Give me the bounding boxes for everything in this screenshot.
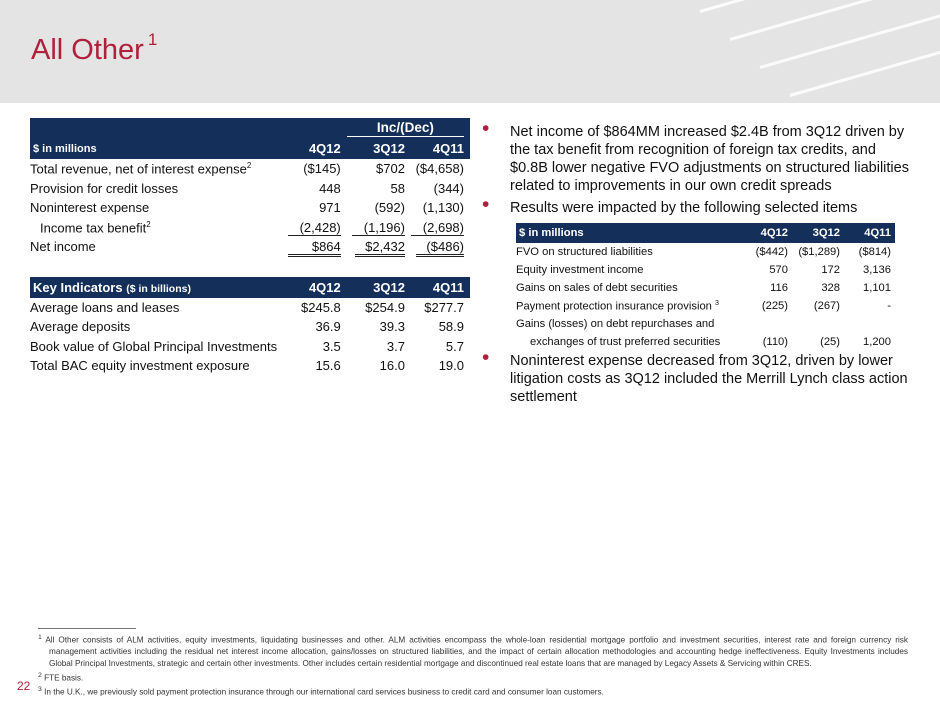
table-row: FVO on structured liabilities ($442) ($1,289) ($814) [516, 246, 891, 258]
bullet-selected-items: • Results were impacted by the following selected items [482, 193, 858, 216]
table-row: Noninterest expense 971 (592) (1,130) [30, 200, 464, 216]
footnote-2: $^2$ FTE basis. [38, 671, 84, 683]
table-row: Gains (losses) on debt repurchases and [516, 318, 715, 330]
col-header: 4Q12 [277, 138, 341, 159]
bullet-noninterest-expense: • Noninterest expense decreased from 3Q12, driven by lower litigation costs as 3Q12 included the Merrill Lynch class action settlement [482, 346, 908, 405]
page-title: All Other $^1$ [31, 30, 158, 66]
table-row: Book value of Global Principal Investments 3.5 3.7 5.7 [30, 338, 464, 354]
table-row: Equity investment income 570 172 3,136 [516, 264, 891, 276]
table-row: Income tax benefit$^2$ (2,428) (1,196) (2,698) [40, 219, 464, 235]
col-header: 4Q12 [736, 223, 788, 243]
col-header: 4Q11 [405, 277, 470, 298]
table-row: Total revenue, net of interest expense$^2$ ($145) $702 ($4,658) [30, 161, 464, 177]
financial-table [30, 118, 470, 376]
table-row: Provision for credit losses 448 58 (344) [30, 180, 464, 196]
footnotes [38, 632, 908, 698]
col-header: 3Q12 [341, 138, 405, 159]
page-number: 22 [17, 679, 31, 693]
units-label: $ in millions [516, 223, 736, 243]
units-label: $ in millions [30, 138, 277, 159]
table-row: Payment protection insurance provision $^3$ (225) (267) - [516, 299, 891, 313]
key-indicators-label: Key Indicators ($ in billions) [30, 277, 277, 298]
footnote-3: $^3$ In the U.K., we previously sold payment protection insurance through our international card services business to credit card and consumer loan customers. [38, 685, 604, 697]
col-header: 4Q11 [405, 138, 470, 159]
inc-dec-header: Inc/(Dec) [347, 120, 464, 137]
bullet-net-income: • Net income of $864MM increased $2.4B from 3Q12 driven by the tax benefit from recognition of foreign tax credits, and $0.8B lower negative FVO adjustments on structured liabilities related to improvements in our own credit spreads [482, 117, 909, 194]
table-row: Average loans and leases $245.8 $254.9 $277.7 [30, 299, 464, 315]
table-row: Average deposits 36.9 39.3 58.9 [30, 319, 464, 335]
col-header: 3Q12 [788, 223, 840, 243]
col-header: 4Q11 [840, 223, 895, 243]
table-row: exchanges of trust preferred securities (110) (25) 1,200 [530, 336, 891, 348]
table-row: Total BAC equity investment exposure 15.6 16.0 19.0 [30, 358, 464, 374]
bullet-dot-icon: • [482, 193, 490, 216]
bullet-dot-icon: • [482, 346, 490, 369]
selected-items-table [516, 223, 895, 351]
bullet-dot-icon: • [482, 117, 490, 140]
footnote-divider [38, 628, 136, 629]
table-row: Net income $864 $2,432 ($486) [30, 237, 470, 257]
col-header: 3Q12 [341, 277, 405, 298]
col-header: 4Q12 [277, 277, 341, 298]
footnote-1: $^1$ All Other consists of ALM activities, equity investments, liquidating businesses and other. ALM activities encompass the whole-loan residential mortgage portfolio and investment securities, interest rate and foreign currency risk management activities including the residual net interest income allocation, gains/losses on structured liabilities, and the impact of certain allocation methodologies and accounting hedge ineffectiveness. Equity Investments includes Global Principal Investments, strategic and certain other investments. Other includes certain residential mortgage and discontinued real estate loans that are managed by Legacy Assets & Servicing within CRES. [38, 634, 908, 668]
table-row: Gains on sales of debt securities 116 328 1,101 [516, 282, 891, 294]
